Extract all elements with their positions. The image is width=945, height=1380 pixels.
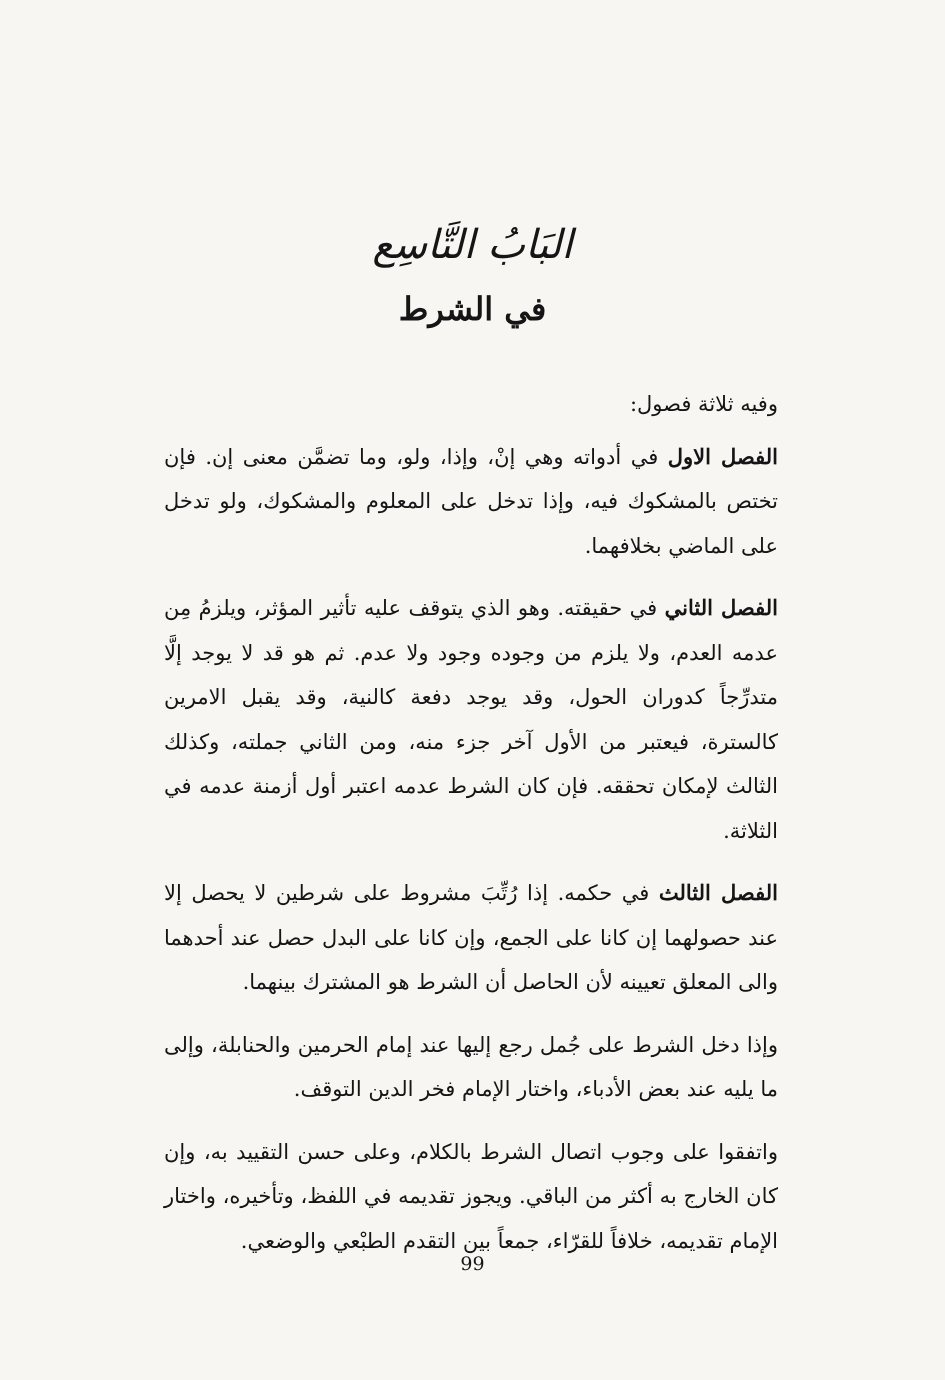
paragraph-text: في حقيقته. وهو الذي يتوقف عليه تأثير المؤثر، ويلزمُ مِن عدمه العدم، ولا يلزم من وجوده وجود ولا عدم. ثم هو قد لا يوجد إلَّا متدرِّجاً كدوران الحول، وقد يوجد دفعة كالنية، وقد يقبل الامرين كالسترة، فيعتبر من الأول آخر جزء منه، ومن الثاني جملته، وكذلك الثالث لإمكان تحققه. فإن كان الشرط عدمه اعتبر أول أزمنة عدمه في الثلاثة.: [164, 596, 778, 843]
paragraph-section-1: [164, 435, 778, 569]
intro-line: وفيه ثلاثة فصول:: [629, 392, 778, 416]
chapter-subtitle: في الشرط: [398, 290, 547, 328]
body-text: [164, 382, 778, 1281]
paragraph: [164, 1023, 778, 1112]
paragraph-text: وإذا دخل الشرط على جُمل رجع إليها عند إمام الحرمين والحنابلة، وإلى ما يليه عند بعض الأدباء، واختار الإمام فخر الدين التوقف.: [164, 1032, 778, 1101]
section-heading: الفصل الاول: [667, 443, 778, 469]
paragraph-section-3: [164, 871, 778, 1005]
paragraph-text: واتفقوا على وجوب اتصال الشرط بالكلام، وعلى حسن التقييد به، وإن كان الخارج به أكثر من الباقي. ويجوز تقديمه في اللفظ، وتأخيره، واختار الإمام تقديمه، خلافاً للقرّاء، جمعاً بين التقدم الطبْعي والوضعي.: [164, 1139, 778, 1253]
paragraph-section-2: [164, 586, 778, 853]
page-number: 99: [460, 1253, 485, 1275]
paragraph-text: في أدواته وهي إنْ، وإذا، ولو، وما تضمَّن معنى إن. فإن تختص بالمشكوك فيه، وإذا تدخل على المعلوم والمشكوك، ولو تدخل على الماضي بخلافهما.: [164, 444, 778, 558]
paragraph: [164, 1130, 778, 1264]
section-heading: الفصل الثاني: [664, 595, 778, 620]
chapter-title: البَابُ التَّاسِع: [372, 222, 573, 268]
section-heading: الفصل الثالث: [658, 880, 778, 905]
paragraph-text: في حكمه. إذا رُتِّبَ مشروط على شرطين لا يحصل إلا عند حصولهما إن كانا على الجمع، وإن كانا على البدل حصل عند أحدهما والى المعلق تعيينه لأن الحاصل أن الشرط هو المشترك بينهما.: [164, 881, 778, 994]
